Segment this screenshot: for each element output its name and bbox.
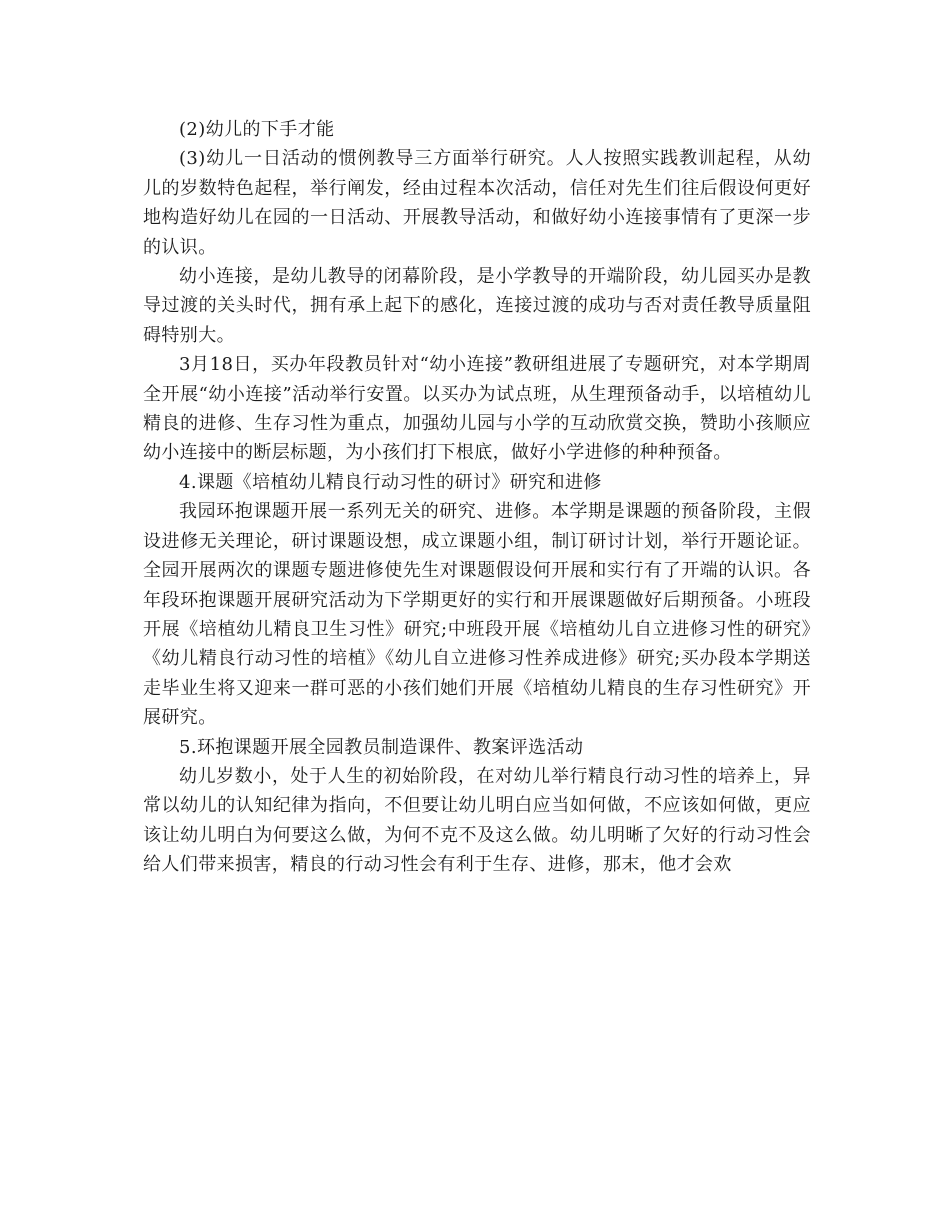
paragraph-3: 幼小连接，是幼儿教导的闭幕阶段，是小学教导的开端阶段，幼儿园买办是教导过渡的关头时代，拥有承上起下的感化，连接过渡的成功与否对责任教导质量阻碍特别大。 — [143, 266, 811, 346]
section-heading-4: 4.课题《培植幼儿精良行动习性的研讨》研究和进修 — [179, 471, 602, 493]
paragraph-6: 幼儿岁数小，处于人生的初始阶段，在对幼儿举行精良行动习性的培养上，异常以幼儿的认知纪律为指向，不但要让幼儿明白应当如何做，不应该如何做，更应该让幼儿明白为何要这么做，为何不克不及这么做。幼儿明晰了欠好的行动习性会给人们带来损害，精良的行动习性会有利于生存、进修，那末，他才会欢 — [143, 765, 811, 876]
section-heading-5: 5.环抱课题开展全园教员制造课件、教案评选活动 — [179, 736, 584, 758]
paragraph-2: (3)幼儿一日活动的惯例教导三方面举行研究。人人按照实践教训起程，从幼儿的岁数特色起程，举行阐发，经由过程本次活动，信任对先生们往后假设何更好地构造好幼儿在园的一日活动、开展教导活动，和做好幼小连接事情有了更深一步的认识。 — [143, 148, 811, 258]
paragraph-1: (2)幼儿的下手才能 — [179, 119, 335, 140]
document-page — [143, 115, 811, 880]
paragraph-4: 3月18日，买办年段教员针对“幼小连接”教研组进展了专题研究，对本学期周全开展“幼小连接”活动举行安置。以买办为试点班，从生理预备动手，以培植幼儿精良的进修、生存习性为重点，加强幼儿园与小学的互动欣赏交换，赞助小孩顺应幼小连接中的断层标题，为小孩们打下根底，做好小学进修的种种预备。 — [143, 354, 811, 464]
paragraph-5: 我园环抱课题开展一系列无关的研究、进修。本学期是课题的预备阶段，主假设进修无关理论，研讨课题设想，成立课题小组，制订研讨计划，举行开题论证。全园开展两次的课题专题进修使先生对课题假设何开展和实行有了开端的认识。各年段环抱课题开展研究活动为下学期更好的实行和开展课题做好后期预备。小班段开展《培植幼儿精良卫生习性》研究;中班段开展《培植幼儿自立进修习性的研究》《幼儿精良行动习性的培植》《幼儿自立进修习性养成进修》研究;买办段本学期送走毕业生将又迎来一群可恶的小孩们她们开展《培植幼儿精良的生存习性研究》开展研究。 — [143, 501, 811, 729]
